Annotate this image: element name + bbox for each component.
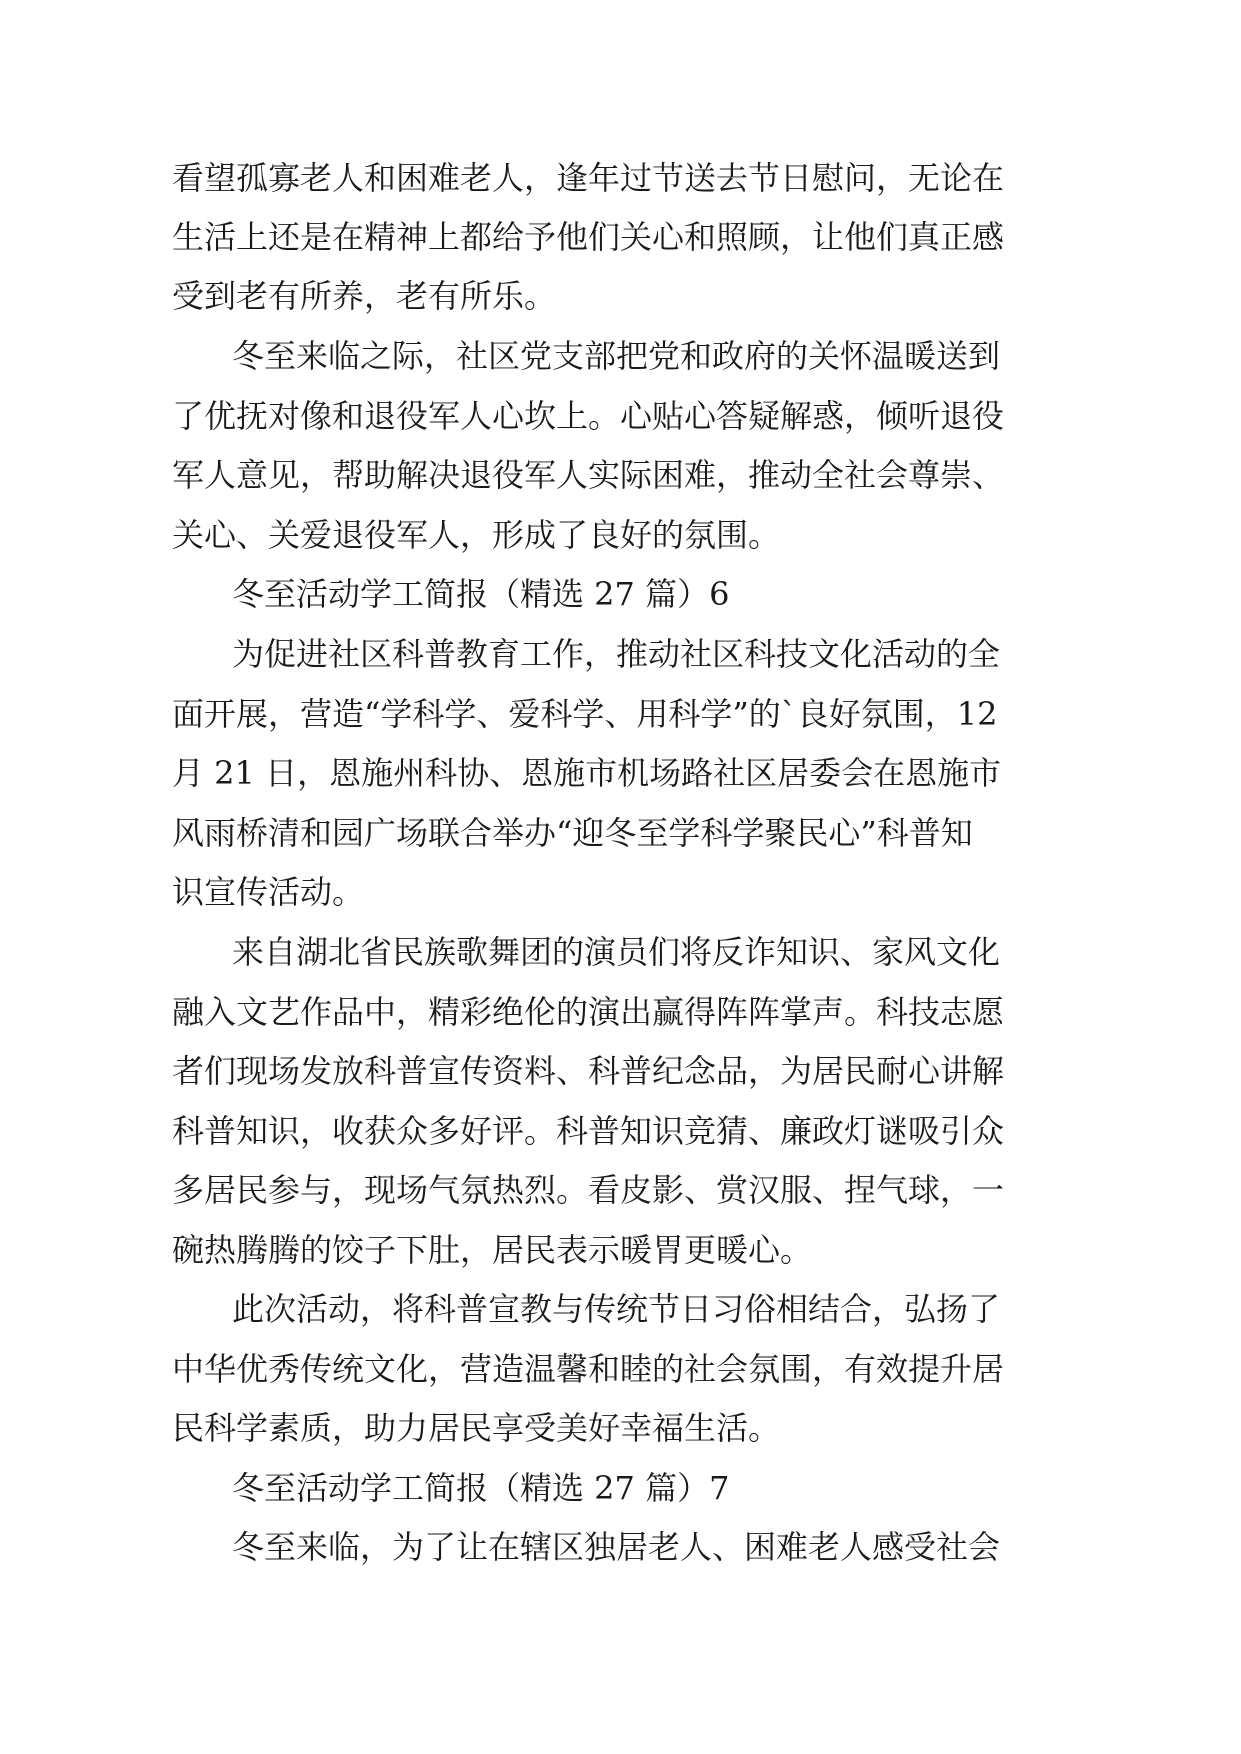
- paragraph-first-line: 冬至来临之际，社区党支部把党和政府的关怀温暖送到: [232, 337, 1001, 375]
- paragraph-first-line: 冬至来临，为了让在辖区独居老人、困难老人感受社会: [232, 1528, 1001, 1566]
- text-line: 中华优秀传统文化，营造温馨和睦的社会氛围，有效提升居: [172, 1350, 1005, 1388]
- text-line: 受到老有所养，老有所乐。: [172, 277, 557, 315]
- text-line: 者们现场发放科普宣传资料、科普纪念品，为居民耐心讲解: [172, 1052, 1005, 1090]
- text-line: 碗热腾腾的饺子下肚，居民表示暖胃更暖心。: [172, 1231, 813, 1269]
- text-line: 军人意见，帮助解决退役军人实际困难，推动全社会尊崇、: [172, 456, 1005, 494]
- text-line: 月 21 日，恩施州科协、恩施市机场路社区居委会在恩施市: [172, 754, 1002, 792]
- text-line: 科普知识，收获众多好评。科普知识竞猜、廉政灯谜吸引众: [172, 1112, 1005, 1150]
- text-line: 融入文艺作品中，精彩绝伦的演出赢得阵阵掌声。科技志愿: [172, 993, 1005, 1031]
- section-heading: 冬至活动学工简报（精选 27 篇）6: [232, 575, 730, 613]
- section-heading: 冬至活动学工简报（精选 27 篇）7: [232, 1469, 730, 1507]
- text-line: 看望孤寡老人和困难老人，逢年过节送去节日慰问，无论在: [172, 159, 1005, 197]
- paragraph-first-line: 此次活动，将科普宣教与传统节日习俗相结合，弘扬了: [232, 1290, 1001, 1328]
- text-line: 风雨桥清和园广场联合举办“迎冬至学科学聚民心”科普知: [172, 814, 973, 852]
- paragraph-first-line: 来自湖北省民族歌舞团的演员们将反诈知识、家风文化: [232, 933, 1001, 971]
- text-line: 多居民参与，现场气氛热烈。看皮影、赏汉服、捏气球，一: [172, 1171, 1005, 1209]
- text-line: 生活上还是在精神上都给予他们关心和照顾，让他们真正感: [172, 218, 1005, 256]
- text-line: 关心、关爱退役军人，形成了良好的氛围。: [172, 516, 781, 554]
- text-line: 了优抚对像和退役军人心坎上。心贴心答疑解惑，倾听退役: [172, 397, 1005, 435]
- text-line: 识宣传活动。: [172, 873, 365, 911]
- text-line: 民科学素质，助力居民享受美好幸福生活。: [172, 1409, 781, 1447]
- text-line: 面开展，营造“学科学、爱科学、用科学”的`良好氛围，12: [172, 695, 998, 733]
- paragraph-first-line: 为促进社区科普教育工作，推动社区科技文化活动的全: [232, 635, 1001, 673]
